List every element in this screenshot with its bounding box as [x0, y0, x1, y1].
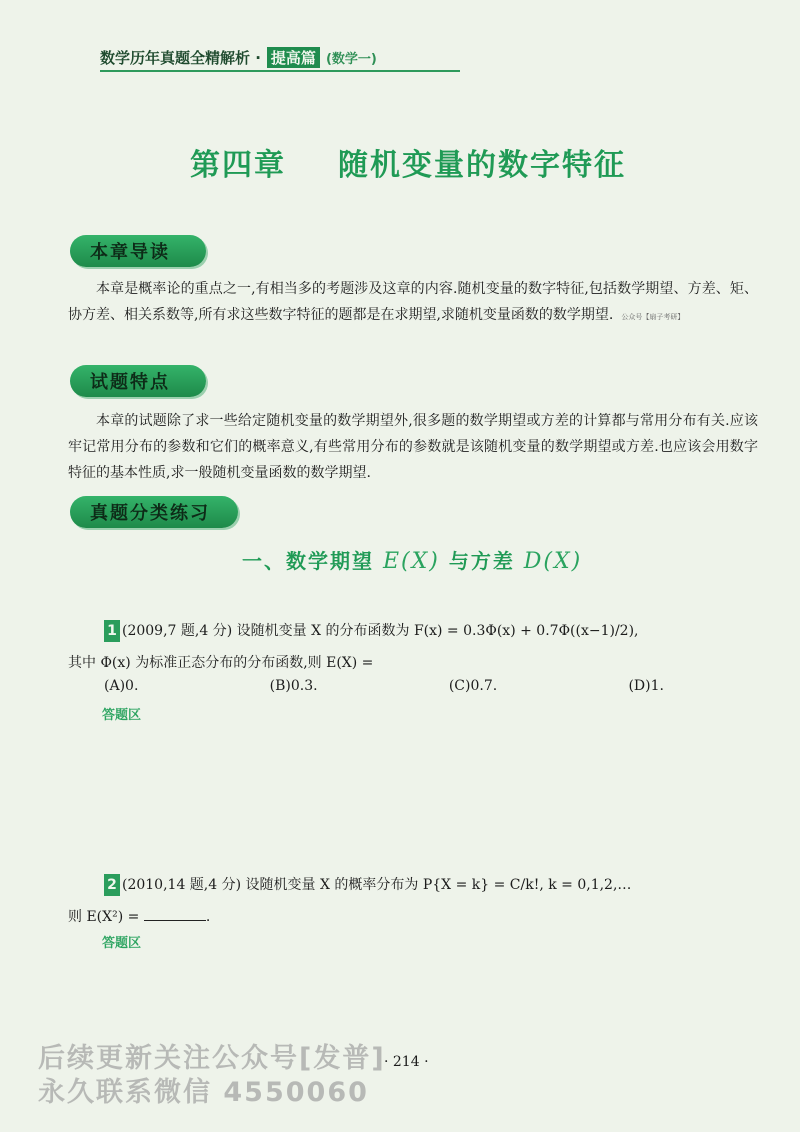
question-stem: 设随机变量 X 的概率分布为 P{X = k} = C/k!, k = 0,1,2,…	[245, 877, 632, 893]
option-c: (C)0.7.	[448, 678, 498, 694]
answer-blank	[144, 920, 206, 921]
running-header	[100, 44, 460, 72]
question-source: (2009,7 题,4 分)	[122, 623, 233, 639]
features-paragraph	[68, 408, 758, 486]
chapter-title	[190, 140, 650, 183]
subsection-heading	[242, 545, 622, 579]
page-number: · 214 ·	[384, 1054, 429, 1070]
subject-label: (数学一)	[325, 51, 377, 67]
level-tag: 提高篇	[267, 47, 320, 68]
question-number: 1	[104, 620, 120, 642]
subsection-prefix: 一、数学期望	[242, 549, 374, 573]
option-d: (D)1.	[628, 678, 664, 694]
question-source: (2010,14 题,4 分)	[122, 877, 242, 893]
question-2-line2	[68, 906, 210, 926]
chapter-number: 第四章	[190, 148, 286, 183]
question-stem: 设随机变量 X 的分布函数为 F(x) = 0.3Φ(x) + 0.7Φ((x−1)/2),	[236, 623, 639, 639]
intro-paragraph	[68, 276, 758, 330]
answer-area-label: 答题区	[102, 936, 142, 951]
answer-area-label: 答题区	[102, 708, 142, 723]
features-heading: 试题特点	[70, 365, 206, 397]
subsection-dx: D(X)	[523, 549, 583, 574]
intro-text: 本章是概率论的重点之一,有相当多的考题涉及这章的内容.随机变量的数字特征,包括数学期望、方差、矩、协方差、相关系数等,所有求这些数字特征的题都是在求期望,求随机变量函数的数学期望.	[68, 281, 758, 323]
practice-heading: 真题分类练习	[70, 496, 238, 528]
book-title: 数学历年真题全精解析 ·	[100, 48, 261, 67]
subsection-middle: 与方差	[448, 549, 515, 573]
intro-watermark: 公众号【扇子考研】	[621, 313, 685, 321]
features-text: 本章的试题除了求一些给定随机变量的数学期望外,很多题的数学期望或方差的计算都与常用分布有关.应该牢记常用分布的参数和它们的概率意义,有些常用分布的参数就是该随机变量的数学期望或方差.也应该会用数字特征的基本性质,求一般随机变量函数的数学期望.	[68, 413, 758, 481]
option-b: (B)0.3.	[269, 678, 318, 694]
question-2	[104, 874, 724, 896]
intro-heading: 本章导读	[70, 235, 206, 267]
question-1	[104, 620, 724, 642]
question-2-prefix: 则 E(X²) =	[68, 909, 140, 925]
question-number: 2	[104, 874, 120, 896]
subsection-ex: E(X)	[382, 549, 440, 574]
question-2-suffix: .	[205, 909, 211, 925]
question-1-line2: 其中 Φ(x) 为标准正态分布的分布函数,则 E(X) =	[68, 655, 374, 671]
question-1-options	[104, 678, 664, 694]
watermark-line-2: 永久联系微信 4550060	[38, 1077, 369, 1108]
watermark-line-1: 后续更新关注公众号[发普]	[38, 1043, 386, 1074]
chapter-name: 随机变量的数字特征	[338, 148, 626, 183]
option-a: (A)0.	[104, 678, 139, 694]
